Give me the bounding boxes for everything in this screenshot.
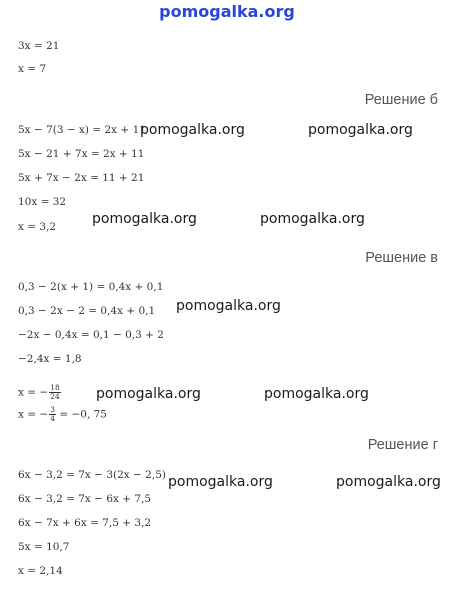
watermark: pomogalka.org [336,474,441,490]
equation-line: 6x − 7x + 6x = 7,5 + 3,2 [18,517,152,529]
equation-line: 5x − 7(3 − x) = 2x + 11 [18,124,146,136]
equation-line: 0,3 − 2(x + 1) = 0,4x + 0,1 [18,281,164,293]
equation-line: 6x − 3,2 = 7x − 6x + 7,5 [18,493,152,505]
fraction-denominator: 24 [50,392,60,401]
equation-line: 5x + 7x − 2x = 11 + 21 [18,172,145,184]
watermark: pomogalka.org [92,211,197,227]
equation-line: x = 3,2 [18,221,57,233]
watermark: pomogalka.org [140,122,245,138]
fraction-numerator: 3 [50,405,55,414]
fraction-equation-line [18,406,107,423]
equation-lhs: x = − [18,408,49,421]
equation-line: 5x − 21 + 7x = 2x + 11 [18,148,145,160]
equation-line: 6x − 3,2 = 7x − 3(2x − 2,5) [18,469,166,481]
solution-v-header: Решение в [365,250,438,266]
equation-rhs: = −0, 75 [59,408,107,421]
watermark: pomogalka.org [96,386,201,402]
equation-line: 3x = 21 [18,40,60,52]
fraction-numerator: 18 [50,383,60,392]
equation-line: x = 2,14 [18,565,63,577]
watermark: pomogalka.org [168,474,273,490]
watermark: pomogalka.org [176,298,281,314]
equation-line: 5x = 10,7 [18,541,70,553]
equation-line: −2x − 0,4x = 0,1 − 0,3 + 2 [18,329,164,341]
fraction-denominator: 4 [50,414,55,423]
solution-g-header: Решение г [367,437,438,453]
fraction [49,406,56,423]
watermark: pomogalka.org [260,211,365,227]
solution-b-header: Решение б [364,92,438,108]
fraction-equation-line [18,384,61,401]
equation-line: x = 7 [18,63,47,75]
equation-line: 10x = 32 [18,196,67,208]
equation-lhs: x = − [18,386,49,399]
equation-line: 0,3 − 2x − 2 = 0,4x + 0,1 [18,305,156,317]
site-logo[interactable]: pomogalka.org [159,2,295,21]
equation-line: −2,4x = 1,8 [18,353,82,365]
watermark: pomogalka.org [308,122,413,138]
fraction [49,384,61,401]
watermark: pomogalka.org [264,386,369,402]
